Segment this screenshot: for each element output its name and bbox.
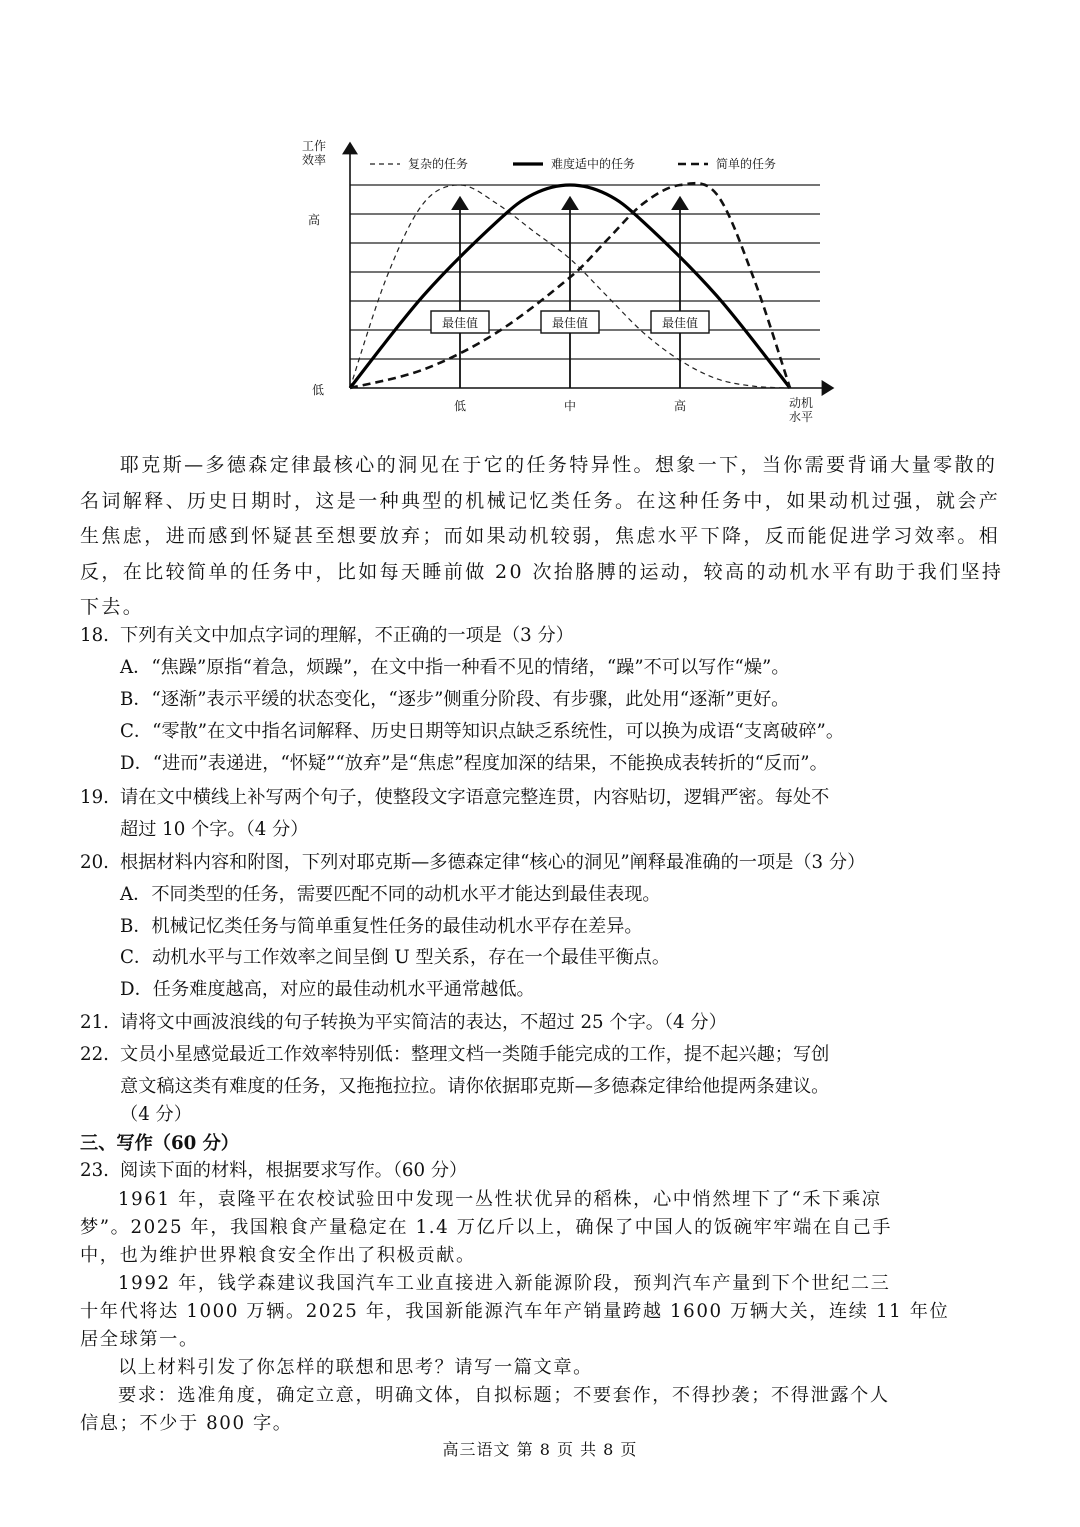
x-axis-title: 动机 — [788, 396, 814, 410]
section-heading-writing: 三、写作（60 分） — [80, 1133, 239, 1154]
q20-option-a: A．不同类型的任务，需要匹配不同的动机水平才能达到最佳表现。 — [120, 884, 661, 905]
chart-axes — [350, 148, 828, 388]
page-footer: 高三语文 第 8 页 共 8 页 — [442, 1440, 638, 1459]
question-number: 18. — [80, 625, 109, 646]
question-text: 根据材料内容和附图，下列对耶克斯—多德森定律“核心的洞见”阐释最准确的一项是（3 分） — [120, 852, 866, 873]
yerkes-dodson-chart — [300, 130, 840, 430]
question-text: 阅读下面的材料，根据要求写作。（60 分） — [120, 1160, 468, 1181]
material-2-line-3: 居全球第一。 — [80, 1329, 199, 1350]
writing-prompt: 以上材料引发了你怎样的联想和思考？请写一篇文章。 — [118, 1357, 593, 1378]
question-22 — [80, 1041, 829, 1069]
legend-label: 难度适中的任务 — [551, 157, 636, 171]
question-number: 22. — [80, 1044, 109, 1065]
question-22-cont: 意文稿这类有难度的任务，又拖拖拉拉。请你依据耶克斯—多德森定律给他提两条建议。 — [120, 1076, 830, 1097]
q20-option-b: B．机械记忆类任务与简单重复性任务的最佳动机水平存在差异。 — [120, 916, 643, 937]
legend-label: 复杂的任务 — [408, 157, 469, 171]
q18-option-d: D．“进而”表递进，“怀疑”“放弃”是“焦虑”程度加深的结果，不能换成表转折的“反而”。 — [120, 753, 828, 774]
q18-option-a: A．“焦躁”原指“着急，烦躁”，在文中指一种看不见的情绪，“躁”不可以写作“燥”。 — [120, 657, 790, 678]
question-number: 21. — [80, 1012, 109, 1033]
question-text: 下列有关文中加点字词的理解，不正确的一项是（3 分） — [120, 625, 574, 646]
q18-option-c: C．“零散”在文中指名词解释、历史日期等知识点缺乏系统性，可以换为成语“支离破碎”。 — [120, 721, 845, 742]
passage-paragraph: 耶克斯—多德森定律最核心的洞见在于它的任务特异性。想象一下，当你需要背诵大量零散的名词解释、历史日期时，这是一种典型的机械记忆类任务。在这种任务中，如果动机过强，就会产生焦虑，进而感到怀疑甚至想要放弃；而如果动机较弱，焦虑水平下降，反而能促进学习效率。相反，在比较简单的任务中，比如每天睡前做 20 次抬胳膊的运动，较高的动机水平有助于我们坚持下去。 — [80, 454, 1004, 618]
writing-requirements-2: 信息；不少于 800 字。 — [80, 1413, 293, 1434]
question-18-stem — [80, 622, 574, 650]
question-number: 23. — [80, 1160, 109, 1181]
optimum-arrows — [431, 203, 709, 388]
question-19 — [80, 784, 829, 812]
reading-passage — [0, 448, 1080, 626]
question-21 — [80, 1009, 727, 1037]
legend-label: 简单的任务 — [716, 157, 777, 171]
question-23 — [80, 1157, 467, 1185]
q18-option-b: B．“逐渐”表示平缓的状态变化，“逐步”侧重分阶段、有步骤，此处用“逐渐”更好。 — [120, 689, 790, 710]
q20-option-d: D．任务难度越高，对应的最佳动机水平通常越低。 — [120, 979, 535, 1000]
y-axis-title: 效率 — [301, 153, 327, 167]
x-tick-label: 低 — [453, 399, 467, 413]
material-2-line-2: 十年代将达 1000 万辆。2025 年，我国新能源汽车年产销量跨越 1600 万辆大关，连续 11 年位 — [80, 1301, 950, 1322]
material-1-line-1: 1961 年，袁隆平在农校试验田中发现一丛性状优异的稻株，心中悄然埋下了“禾下乘凉 — [118, 1189, 882, 1210]
question-number: 19. — [80, 787, 109, 808]
x-tick-label: 高 — [673, 399, 687, 413]
q20-option-c: C．动机水平与工作效率之间呈倒 U 型关系，存在一个最佳平衡点。 — [120, 947, 671, 968]
y-axis-title: 工作 — [301, 139, 327, 153]
x-axis-title: 水平 — [788, 410, 814, 424]
material-1-line-2: 梦”。2025 年，我国粮食产量稳定在 1.4 万亿斤以上，确保了中国人的饭碗牢牢端在自己手 — [80, 1217, 893, 1238]
question-text: 请在文中横线上补写两个句子，使整段文字语意完整连贯，内容贴切，逻辑严密。每处不 — [120, 787, 830, 808]
material-1-line-3: 中，也为维护世界粮食安全作出了积极贡献。 — [80, 1245, 476, 1266]
question-text: 请将文中画波浪线的句子转换为平实简洁的表达，不超过 25 个字。（4 分） — [120, 1012, 727, 1033]
y-tick-label: 高 — [307, 213, 321, 227]
optimum-label: 最佳值 — [551, 316, 589, 330]
writing-requirements-1: 要求：选准角度，确定立意，明确文体，自拟标题；不要套作，不得抄袭；不得泄露个人 — [118, 1385, 890, 1406]
question-20-stem — [80, 849, 865, 877]
question-text: 文员小星感觉最近工作效率特别低：整理文档一类随手能完成的工作，提不起兴趣；写创 — [120, 1044, 830, 1065]
material-2-line-1: 1992 年，钱学森建议我国汽车工业直接进入新能源阶段，预判汽车产量到下个世纪二三 — [118, 1273, 891, 1294]
question-22-points: （4 分） — [120, 1104, 192, 1125]
chart-legend — [370, 156, 776, 171]
x-tick-label: 中 — [563, 399, 577, 413]
question-number: 20. — [80, 852, 109, 873]
question-19-cont: 超过 10 个字。（4 分） — [120, 819, 309, 840]
optimum-label: 最佳值 — [441, 316, 479, 330]
optimum-label: 最佳值 — [661, 316, 699, 330]
y-tick-label: 低 — [311, 383, 325, 397]
